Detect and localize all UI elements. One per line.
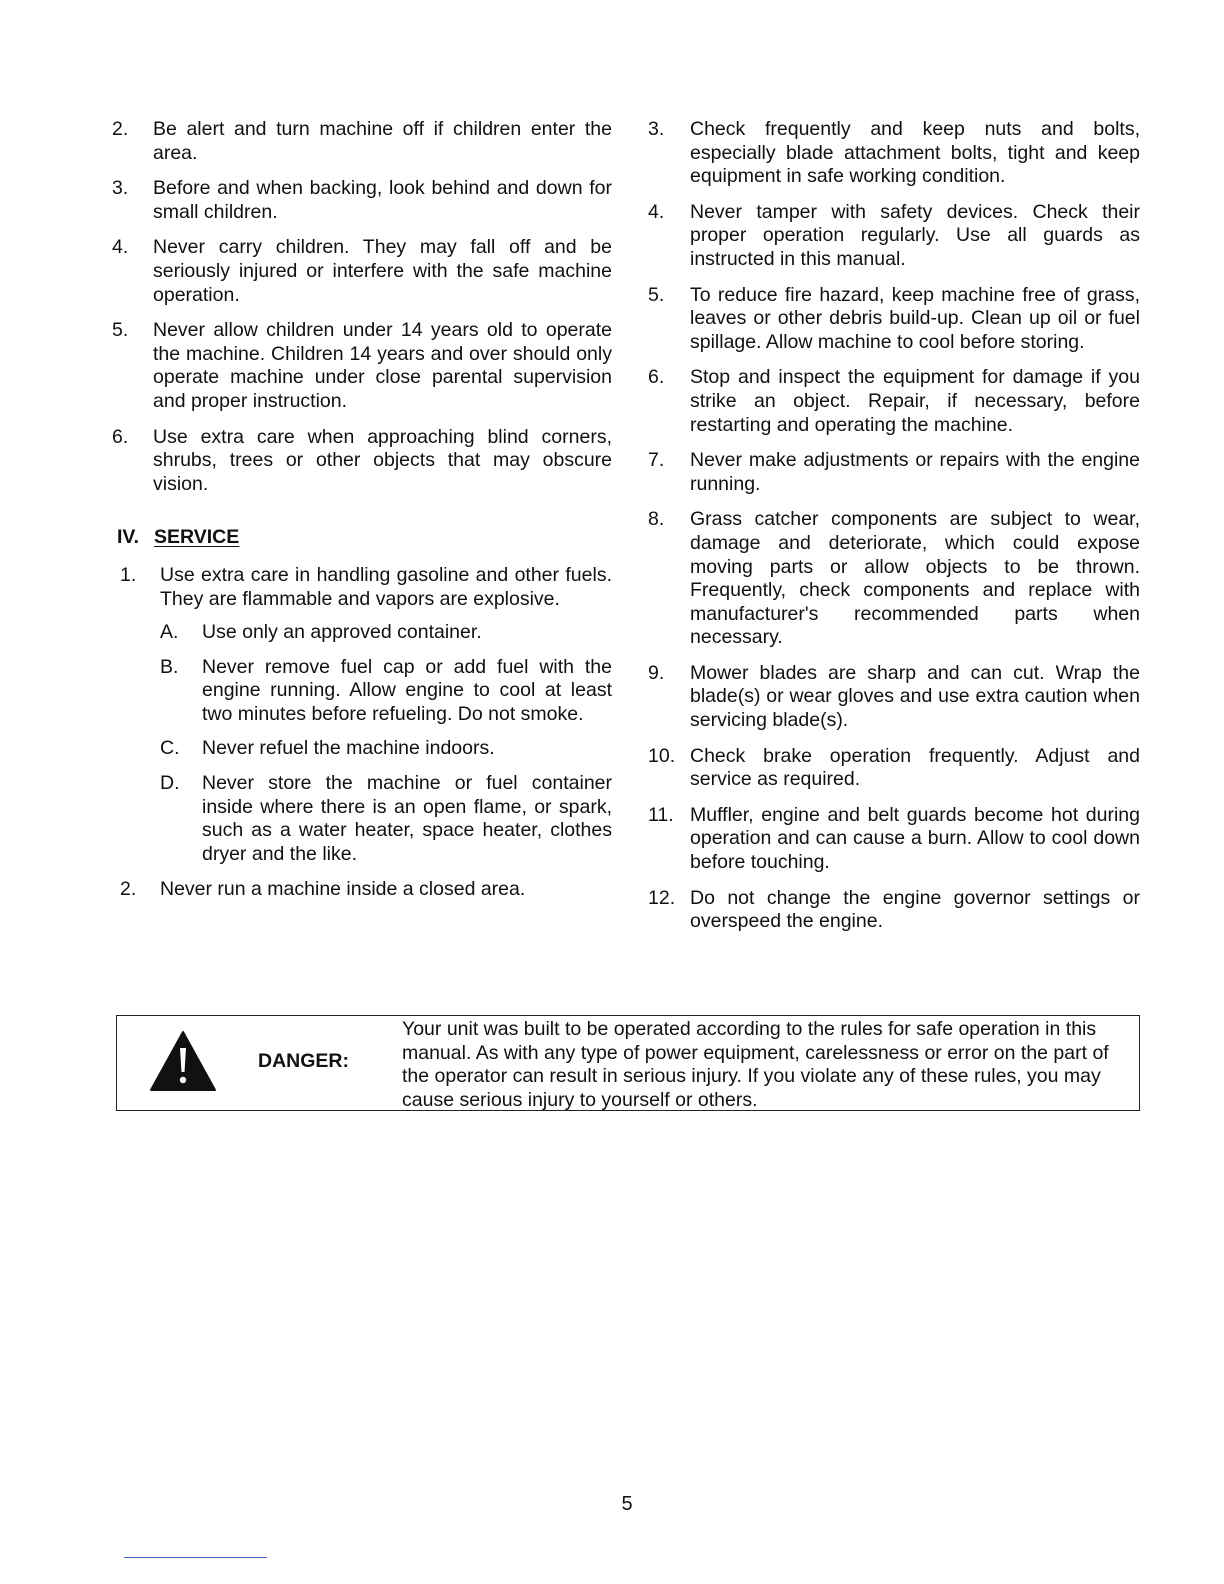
list-item [648,745,1140,792]
list-item [112,236,612,307]
item-number: 8. [648,508,665,531]
item-text: Check brake operation frequently. Adjust and service as required. [690,744,1140,791]
list-item [112,878,612,902]
sub-list [160,621,612,866]
list-item [648,887,1140,934]
warning-triangle-icon [149,1030,217,1092]
service-section-heading [112,526,612,550]
item-number: 7. [648,449,665,472]
list-item [648,449,1140,496]
list-item [112,319,612,413]
item-text: Never run a machine inside a closed area. [160,878,526,901]
item-text: Be alert and turn machine off if children enter the area. [153,118,612,164]
list-item [648,508,1140,650]
right-column [648,118,1140,946]
list-item [648,804,1140,875]
list-item [648,201,1140,272]
item-text: Use extra care in handling gasoline and other fuels. They are flammable and vapors are explosive. [160,563,612,610]
list-item [648,118,1140,189]
item-text: Check frequently and keep nuts and bolts, especially blade attachment bolts, tight and keep equipment in safe working condition. [690,118,1140,188]
item-text: Grass catcher components are subject to wear, damage and deteriorate, which could expose moving parts or allow objects to be thrown. Frequently, check components and replace with manufacturer's recommended parts when necessary. [690,508,1140,649]
item-number: 2. [120,878,137,901]
sub-item-text: Never store the machine or fuel container inside where there is an open flame, or spark, such as a water heater, space heater, clothes dryer and the like. [202,772,612,865]
item-text: Do not change the engine governor settings or overspeed the engine. [690,886,1140,933]
item-text: Muffler, engine and belt guards become hot during operation and can cause a burn. Allow to cool down before touching. [690,803,1140,874]
sub-item-text: Never remove fuel cap or add fuel with the engine running. Allow engine to cool at least two minutes before refueling. Do not smoke. [202,655,612,725]
sub-item-text: Never refuel the machine indoors. [202,737,495,760]
item-number: 4. [112,236,129,259]
left-column [112,118,612,914]
item-number: 4. [648,200,665,223]
sub-item-letter: C. [160,737,180,760]
list-item [648,284,1140,355]
item-text: Never allow children under 14 years old to operate the machine. Children 14 years and over should only operate machine under close parental supervision and proper instruction. [153,319,612,412]
item-text: Never tamper with safety devices. Check their proper operation regularly. Use all guards as instructed in this manual. [690,200,1140,270]
item-text: Never carry children. They may fall off and be seriously injured or interfere with the safe machine operation. [153,236,612,306]
sub-item-text: Use only an approved container. [202,621,482,644]
page-number: 5 [621,1493,633,1515]
sub-item-letter: A. [160,621,179,644]
item-text: Mower blades are sharp and can cut. Wrap the blade(s) or wear gloves and use extra caution when servicing blade(s). [690,661,1140,732]
item-number: 6. [648,366,665,389]
item-text: Use extra care when approaching blind corners, shrubs, trees or other objects that may obscure vision. [153,425,612,495]
list-item [112,177,612,224]
service-list [112,564,612,902]
item-number: 2. [112,118,129,140]
footer-rule [124,1557,267,1558]
section-number: IV. [117,526,140,549]
item-number: 5. [112,319,129,342]
sub-list-item [160,772,612,866]
danger-notice [116,1015,1140,1111]
sub-item-letter: D. [160,772,180,795]
sub-list-item [160,621,612,645]
item-text: To reduce fire hazard, keep machine free of grass, leaves or other debris build-up. Clean up oil or fuel spillage. Allow machine to cool before storing. [690,283,1140,353]
item-text: Never make adjustments or repairs with the engine running. [690,449,1140,495]
list-item [112,564,612,867]
list-item [112,426,612,497]
danger-label: DANGER: [258,1050,349,1072]
section-title: SERVICE [154,526,240,549]
item-number: 1. [120,563,137,586]
list-item [648,366,1140,437]
item-number: 11. [648,803,674,826]
item-number: 9. [648,661,665,684]
item-number: 3. [112,177,129,200]
list-item [648,662,1140,733]
item-number: 3. [648,118,665,140]
item-number: 12. [648,886,676,909]
list-item [112,118,612,165]
danger-text: Your unit was built to be operated according to the rules for safe operation in this manual. As with any type of power equipment, carelessness or error on the part of the operator can result in serious injury. If you violate any of these rules, you may cause serious injury to yourself or others. [402,1018,1109,1111]
item-number: 5. [648,283,665,306]
item-number: 6. [112,425,129,448]
sub-list-item [160,737,612,761]
sub-item-letter: B. [160,655,179,678]
item-text: Stop and inspect the equipment for damage if you strike an object. Repair, if necessary, before restarting and operating the machine. [690,366,1140,436]
item-number: 10. [648,744,676,767]
sub-list-item [160,656,612,727]
item-text: Before and when backing, look behind and down for small children. [153,177,612,223]
